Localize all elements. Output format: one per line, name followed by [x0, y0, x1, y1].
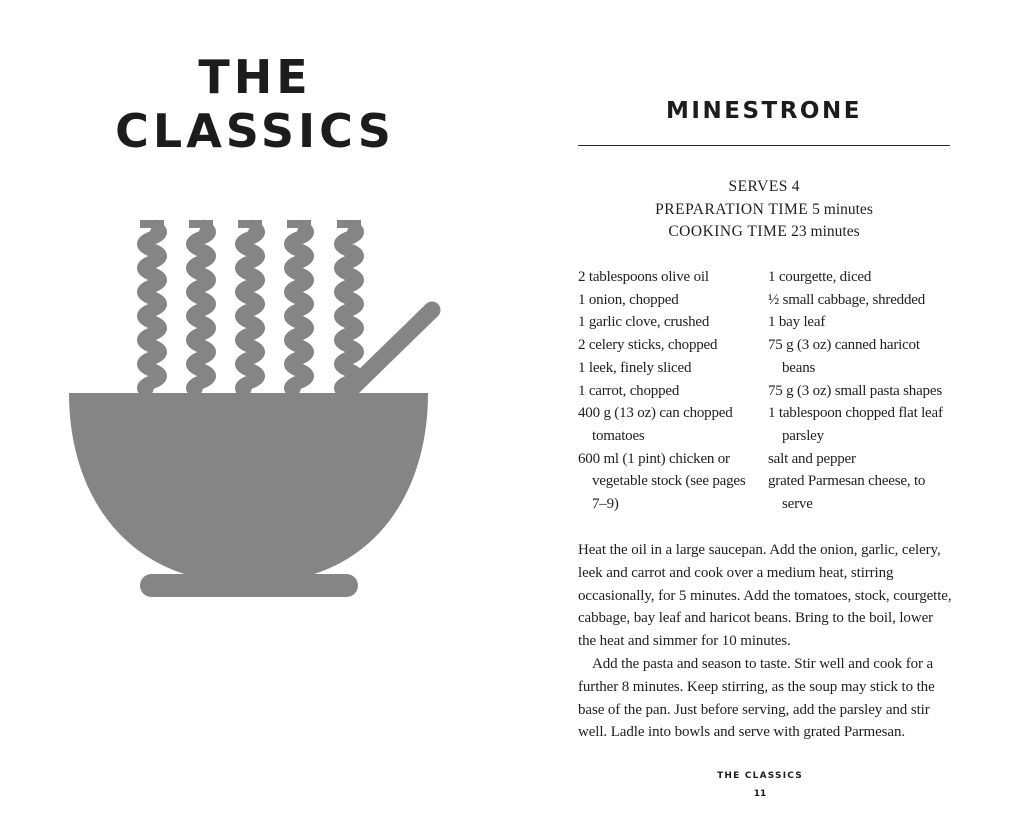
- chapter-title-line-1: THE: [198, 50, 312, 104]
- ingredient-item: 1 carrot, chopped: [578, 382, 680, 399]
- recipe-meta: [578, 176, 950, 244]
- page-number: 11: [753, 789, 767, 799]
- noodle-strand: [193, 226, 209, 394]
- ingredient-item: 1 tablespoon chopped flat leaf parsley: [768, 405, 943, 444]
- running-head: THE CLASSICS: [717, 771, 803, 781]
- ingredient-item: 600 ml (1 pint) chicken or vegetable stock (see pages 7–9): [578, 450, 746, 513]
- noodle-strand: [291, 226, 307, 394]
- ingredient-item: 2 tablespoons olive oil: [578, 269, 709, 285]
- method-text: [578, 539, 952, 744]
- serves-label: SERVES: [728, 178, 788, 195]
- ingredient-item: salt and pepper: [768, 450, 856, 467]
- noodle-strand-top: [287, 220, 311, 228]
- ingredient-item: 1 leek, finely sliced: [578, 359, 692, 376]
- cook-time-value: 23 minutes: [791, 223, 860, 240]
- bowl-base: [140, 574, 358, 597]
- noodle-strand-top: [238, 220, 262, 228]
- ingredient-item: 1 garlic clove, crushed: [578, 314, 710, 331]
- ingredient-item: 400 g (13 oz) can chopped tomatoes: [578, 405, 733, 444]
- prep-time-value: 5 minutes: [812, 200, 873, 218]
- serves-value: 4: [791, 178, 800, 195]
- cook-time-line: [578, 221, 950, 244]
- noodle-strand: [242, 226, 258, 394]
- cook-time-label: COOKING TIME: [668, 223, 788, 240]
- ingredient-item: 1 onion, chopped: [578, 291, 679, 308]
- ingredient-item: 1 courgette, diced: [768, 269, 872, 285]
- prep-time-label: PREPARATION TIME: [655, 200, 809, 218]
- ingredient-item: 75 g (3 oz) small pasta shapes: [768, 382, 942, 399]
- ingredients-column-left: [578, 266, 756, 516]
- ingredient-item: grated Parmesan cheese, to serve: [768, 473, 926, 513]
- prep-time-line: [578, 199, 950, 222]
- noodles-group: [140, 220, 361, 394]
- noodle-strand-top: [140, 220, 164, 228]
- title-divider: [578, 145, 950, 146]
- right-page: [560, 0, 960, 818]
- recipe-title: MINESTRONE: [666, 98, 862, 124]
- method-paragraph-1: Heat the oil in a large saucepan. Add the onion, garlic, celery, leek and carrot and cook over a medium heat, stirring occasionally, for 5 minutes. Add the tomatoes, stock, courgette, cabbage, bay leaf and haricot beans. Bring to the boil, lower the heat and simmer for 10 minutes.: [578, 542, 952, 650]
- left-page: [0, 0, 500, 818]
- noodle-strand-top: [189, 220, 213, 228]
- ingredient-item: ½ small cabbage, shredded: [768, 291, 926, 308]
- noodle-bowl-icon: [0, 0, 500, 818]
- noodle-strand: [144, 226, 160, 394]
- ingredient-item: 2 celery sticks, chopped: [578, 337, 718, 354]
- noodle-strand: [341, 226, 357, 394]
- bowl-body: [69, 393, 428, 580]
- noodle-strand-top: [337, 220, 361, 228]
- serves-line: [578, 176, 950, 199]
- method-paragraph-2: Add the pasta and season to taste. Stir well and cook for a further 8 minutes. Keep stirring, as the soup may stick to the base of the pan. Just before serving, add the parsley and stir well. Ladle into bowls and serve with grated Parmesan.: [578, 655, 935, 741]
- ingredient-item: 75 g (3 oz) canned haricot beans: [768, 337, 920, 376]
- chapter-title-line-2: CLASSICS: [115, 104, 395, 158]
- chopstick: [354, 310, 432, 386]
- ingredients-column-right: [768, 266, 953, 516]
- ingredient-item: 1 bay leaf: [768, 314, 826, 331]
